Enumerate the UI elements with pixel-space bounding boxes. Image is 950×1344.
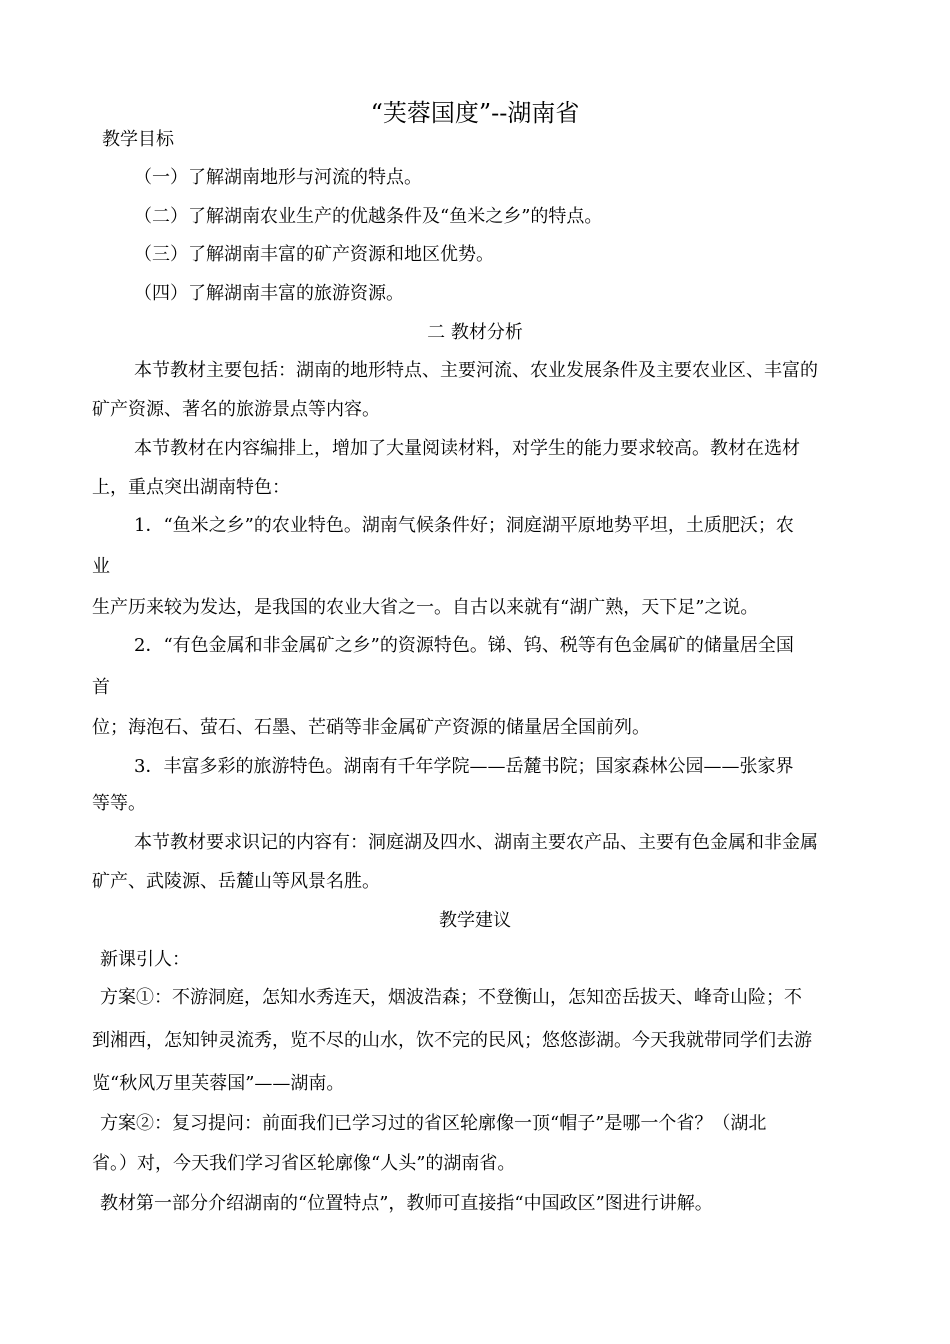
goal-item-3: （三）了解湖南丰富的矿产资源和地区优势。 bbox=[134, 244, 494, 265]
analysis-paragraph-2-line-2: 上，重点突出湖南特色： bbox=[92, 477, 290, 498]
new-lesson-intro: 新课引人： bbox=[100, 949, 190, 970]
feature-item-3-line-2: 等等。 bbox=[92, 793, 146, 814]
heading-teaching-goals: 教学目标 bbox=[102, 129, 174, 150]
plan-1-line-1: 方案①：不游洞庭，怎知水秀连天，烟波浩森；不登衡山，怎知峦岳拔天、峰奇山险；不 bbox=[100, 987, 802, 1008]
plan-1-line-3: 览“秋风万里芙蓉国”——湖南。 bbox=[92, 1073, 345, 1094]
analysis-paragraph-3-line-2: 矿产、武陵源、岳麓山等风景名胜。 bbox=[92, 871, 380, 892]
feature-item-1-line-2: 业 bbox=[92, 556, 110, 577]
feature-item-2-line-3: 位；海泡石、萤石、石墨、芒硝等非金属矿产资源的储量居全国前列。 bbox=[92, 717, 650, 738]
analysis-paragraph-3-line-1: 本节教材要求识记的内容有：洞庭湖及四水、湖南主要农产品、主要有色金属和非金属 bbox=[134, 832, 818, 853]
heading-teaching-suggestions: 教学建议 bbox=[439, 910, 511, 931]
feature-item-3-line-1: 3．丰富多彩的旅游特色。湖南有千年学院——岳麓书院；国家森林公园——张家界 bbox=[134, 756, 794, 777]
goal-item-2: （二）了解湖南农业生产的优越条件及“鱼米之乡”的特点。 bbox=[134, 206, 603, 227]
heading-material-analysis: 二 教材分析 bbox=[427, 322, 523, 343]
analysis-paragraph-1-line-1: 本节教材主要包括：湖南的地形特点、主要河流、农业发展条件及主要农业区、丰富的 bbox=[134, 360, 818, 381]
goal-item-4: （四）了解湖南丰富的旅游资源。 bbox=[134, 283, 404, 304]
closing-paragraph: 教材第一部分介绍湖南的“位置特点”，教师可直接指“中国政区”图进行讲解。 bbox=[100, 1193, 713, 1214]
analysis-paragraph-1-line-2: 矿产资源、著名的旅游景点等内容。 bbox=[92, 399, 380, 420]
feature-item-1-line-1: 1．“鱼米之乡”的农业特色。湖南气候条件好；洞庭湖平原地势平坦，土质肥沃；农 bbox=[134, 515, 794, 536]
feature-item-2-line-2: 首 bbox=[92, 677, 110, 698]
document-title: “芙蓉国度”--湖南省 bbox=[370, 99, 580, 127]
plan-2-line-2: 省。）对，今天我们学习省区轮廓像“人头”的湖南省。 bbox=[92, 1153, 516, 1174]
plan-2-line-1: 方案②：复习提问：前面我们已学习过的省区轮廓像一顶“帽子”是哪一个省？（湖北 bbox=[100, 1113, 767, 1134]
feature-item-1-line-3: 生产历来较为发达，是我国的农业大省之一。自古以来就有“湖广熟，天下足”之说。 bbox=[92, 597, 759, 618]
plan-1-line-2: 到湘西，怎知钟灵流秀，览不尽的山水，饮不完的民风；悠悠澎湖。今天我就带同学们去游 bbox=[92, 1030, 812, 1051]
feature-item-2-line-1: 2．“有色金属和非金属矿之乡”的资源特色。锑、钨、税等有色金属矿的储量居全国 bbox=[134, 635, 794, 656]
analysis-paragraph-2-line-1: 本节教材在内容编排上，增加了大量阅读材料，对学生的能力要求较高。教材在选材 bbox=[134, 438, 800, 459]
goal-item-1: （一）了解湖南地形与河流的特点。 bbox=[134, 167, 422, 188]
